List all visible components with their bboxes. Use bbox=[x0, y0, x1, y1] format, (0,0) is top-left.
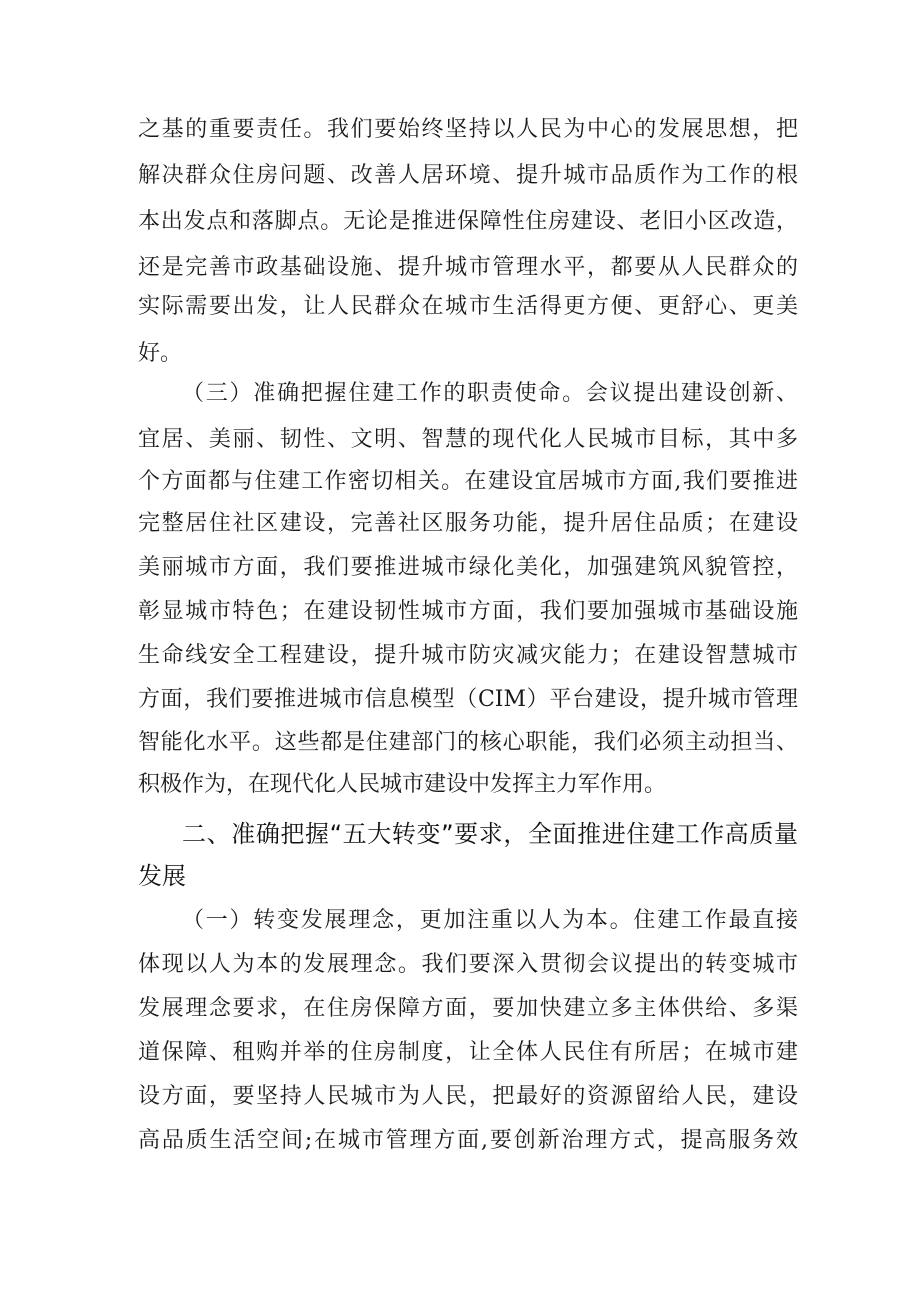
paragraph-line: （一）转变发展理念，更加注重以人为本。住建工作最直接 bbox=[182, 908, 798, 933]
paragraph-line: 彰显城市特色；在建设韧性城市方面，我们要加强城市基础设施 bbox=[138, 599, 798, 624]
paragraph-line: 道保障、租购并举的住房制度，让全体人民住有所居；在城市建 bbox=[138, 1040, 798, 1065]
paragraph-line: 智能化水平。这些都是住建部门的核心职能，我们必须主动担当、 bbox=[138, 730, 798, 755]
paragraph-line: 生命线安全工程建设，提升城市防灾减灾能力；在建设智慧城市 bbox=[138, 643, 798, 668]
paragraph-line: 实际需要出发，让人民群众在城市生活得更方便、更舒心、更美 bbox=[138, 294, 798, 319]
paragraph-line: 美丽城市方面，我们要推进城市绿化美化，加强建筑风貌管控， bbox=[138, 555, 798, 580]
paragraph-line: 解决群众住房问题、改善人居环境、提升城市品质作为工作的根 bbox=[138, 163, 798, 188]
paragraph-line: 本出发点和落脚点。无论是推进保障性住房建设、老旧小区改造， bbox=[138, 209, 798, 234]
paragraph-line: 发展理念要求，在住房保障方面，要加快建立多主体供给、多渠 bbox=[138, 996, 798, 1021]
paragraph-line: 完整居住社区建设，完善社区服务功能，提升居住品质；在建设 bbox=[138, 511, 798, 536]
paragraph-line: 宜居、美丽、韧性、文明、智慧的现代化人民城市目标，其中多 bbox=[138, 427, 798, 452]
paragraph-line: 个方面都与住建工作密切相关。在建设宜居城市方面,我们要推进 bbox=[138, 469, 798, 494]
paragraph-line: 好。 bbox=[138, 341, 183, 366]
section-heading: 发展 bbox=[138, 862, 186, 890]
paragraph-line: 方面，我们要推进城市信息模型（CIM）平台建设，提升城市管理 bbox=[138, 687, 798, 712]
paragraph-line: 高品质生活空间;在城市管理方面,要创新治理方式，提高服务效 bbox=[138, 1128, 798, 1153]
paragraph-line: （三）准确把握住建工作的职责使命。会议提出建设创新、 bbox=[182, 381, 798, 406]
paragraph-line: 体现以人为本的发展理念。我们要深入贯彻会议提出的转变城市 bbox=[138, 952, 798, 977]
paragraph-line: 之基的重要责任。我们要始终坚持以人民为中心的发展思想，把 bbox=[138, 117, 798, 142]
paragraph-line: 设方面，要坚持人民城市为人民，把最好的资源留给人民，建设 bbox=[138, 1084, 798, 1109]
paragraph-line: 还是完善市政基础设施、提升城市管理水平，都要从人民群众的 bbox=[138, 255, 798, 280]
paragraph-line: 积极作为，在现代化人民城市建设中发挥主力军作用。 bbox=[138, 772, 667, 797]
section-heading: 二、准确把握“五大转变”要求，全面推进住建工作高质量 bbox=[182, 820, 798, 848]
